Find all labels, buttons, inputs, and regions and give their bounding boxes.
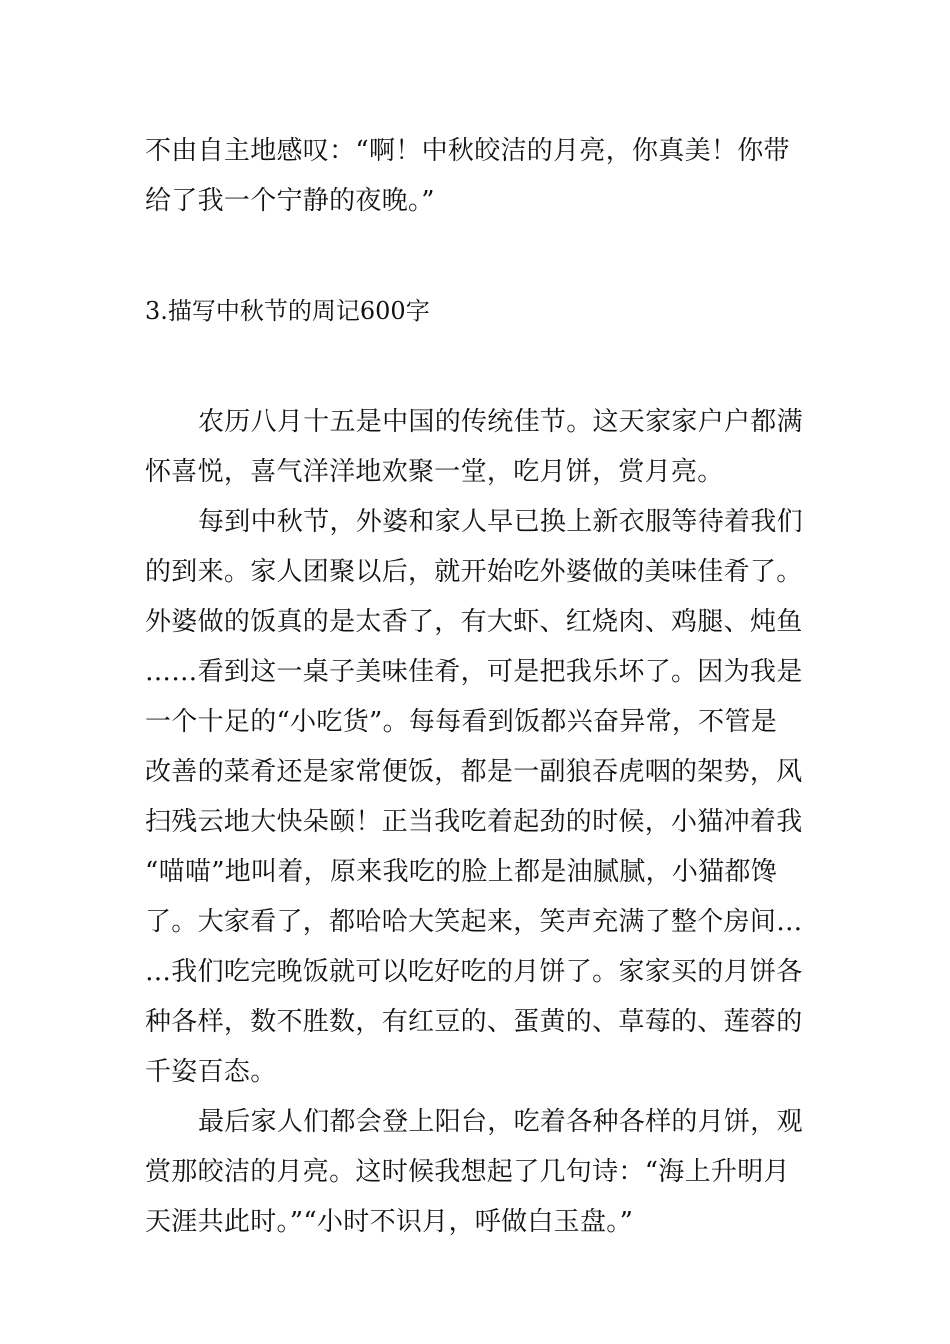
text-line: 给了我一个宁静的夜晚。”: [145, 186, 435, 216]
text-line: 千姿百态。: [145, 1057, 277, 1087]
paragraph-3: [145, 1097, 807, 1247]
text-line: 改善的菜肴还是家常便饭，都是一副狼吞虎咽的架势，风: [145, 757, 803, 787]
text-line: 天涯共此时。”“小时不识月，呼做白玉盘。”: [145, 1207, 634, 1237]
text-line: 一个十足的“小吃货”。每每看到饭都兴奋异常，不管是: [145, 707, 778, 737]
text-line: ……看到这一桌子美味佳肴，可是把我乐坏了。因为我是: [145, 657, 803, 687]
intro-paragraph: [145, 126, 807, 226]
text-line: 外婆做的饭真的是太香了，有大虾、红烧肉、鸡腿、炖鱼: [145, 607, 803, 637]
text-line: 最后家人们都会登上阳台，吃着各种各样的月饼，观: [198, 1107, 803, 1137]
text-line: 农历八月十五是中国的传统佳节。这天家家户户都满: [198, 407, 803, 437]
text-line: 怀喜悦，喜气洋洋地欢聚一堂，吃月饼，赏月亮。: [145, 457, 724, 487]
text-line: 赏那皎洁的月亮。这时候我想起了几句诗：“海上升明月: [145, 1157, 790, 1187]
text-line: 扫残云地大快朵颐！正当我吃着起劲的时候，小猫冲着我: [145, 807, 803, 837]
paragraph-2: [145, 497, 807, 1097]
paragraph-1: [145, 397, 807, 497]
text-line: 的到来。家人团聚以后，就开始吃外婆做的美味佳肴了。: [145, 557, 803, 587]
text-line: …我们吃完晚饭就可以吃好吃的月饼了。家家买的月饼各: [145, 957, 803, 987]
text-line: 每到中秋节，外婆和家人早已换上新衣服等待着我们: [198, 507, 803, 537]
text-line: 不由自主地感叹：“啊！中秋皎洁的月亮，你真美！你带: [145, 136, 790, 166]
text-line: 了。大家看了，都哈哈大笑起来，笑声充满了整个房间…: [145, 907, 803, 937]
section-heading: 3.描写中秋节的周记600字: [145, 297, 430, 325]
text-line: “喵喵”地叫着，原来我吃的脸上都是油腻腻，小猫都馋: [145, 857, 778, 887]
text-line: 种各样，数不胜数，有红豆的、蛋黄的、草莓的、莲蓉的: [145, 1007, 803, 1037]
document-page: [145, 126, 807, 1247]
